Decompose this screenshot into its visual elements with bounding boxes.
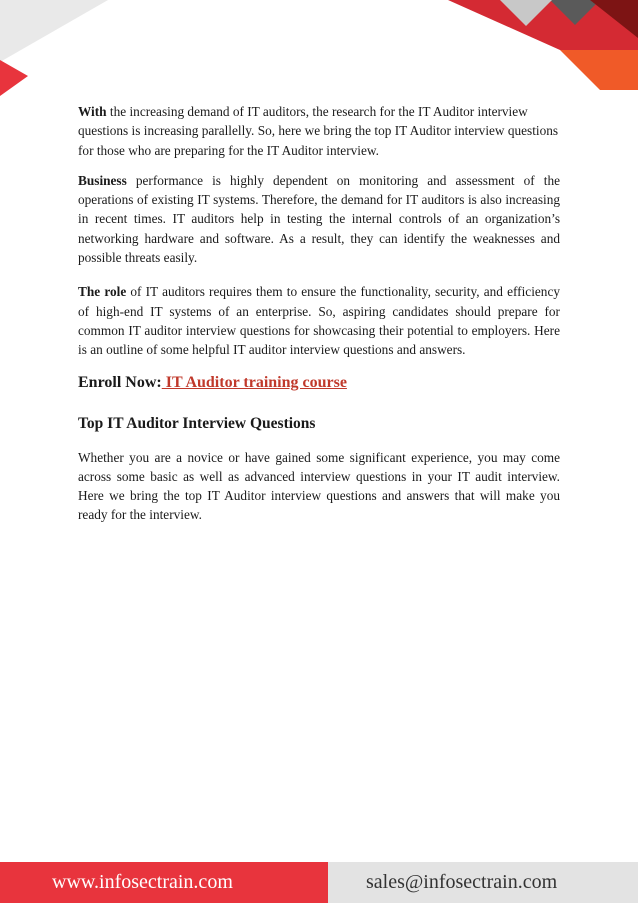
corner-shape-red-left [0, 60, 28, 96]
footer [0, 862, 638, 903]
corner-shape-gray [0, 0, 108, 62]
corner-shape-gray-light [500, 0, 552, 26]
intro-paragraph [78, 102, 560, 160]
business-lead: Business [78, 172, 127, 188]
main-content [78, 102, 560, 525]
role-text: of IT auditors requires them to ensure the functionality, security, and efficiency of high-end IT systems of an enterprise. So, aspiring candidates should prepare for common IT auditor interview questions for showcasing their potential to employers. Here is an outline of some helpful IT auditor interview questions and answers. [78, 284, 560, 358]
enroll-line [78, 373, 560, 393]
email-link[interactable]: sales@infosectrain.com [328, 862, 638, 903]
training-course-link[interactable]: IT Auditor training course [161, 373, 347, 391]
website-link[interactable]: www.infosectrain.com [0, 862, 328, 903]
intro-text: the increasing demand of IT auditors, the research for the IT Auditor interview questions is increasing parallelly. So, here we bring the top IT Auditor interview questions for those who are preparing for the IT Auditor interview. [78, 104, 559, 158]
intro-lead: With [78, 104, 107, 119]
questions-intro-paragraph: Whether you are a novice or have gained some significant experience, you may come across some basic as well as advanced interview questions in your IT audit interview. Here we bring the top IT Auditor interview questions and answers that will make you ready for the interview. [78, 449, 560, 523]
corner-shape-dark-red [590, 0, 638, 38]
corner-shape-orange [560, 50, 638, 90]
role-paragraph [78, 282, 560, 359]
business-paragraph [78, 171, 560, 267]
enroll-label: Enroll Now: [78, 373, 162, 391]
corner-shape-gray-dark [550, 0, 600, 25]
corner-shape-red-large [448, 0, 638, 50]
role-lead: The role [78, 284, 127, 300]
business-text: performance is highly dependent on monitoring and assessment of the operations of existing IT systems. Therefore, the demand for IT auditors is also increasing in recent times. IT auditors help in testing the internal controls of an organization’s networking hardware and software. As a result, they can identify the weaknesses and possible threats easily. [78, 172, 560, 266]
section-heading: Top IT Auditor Interview Questions [78, 414, 316, 432]
